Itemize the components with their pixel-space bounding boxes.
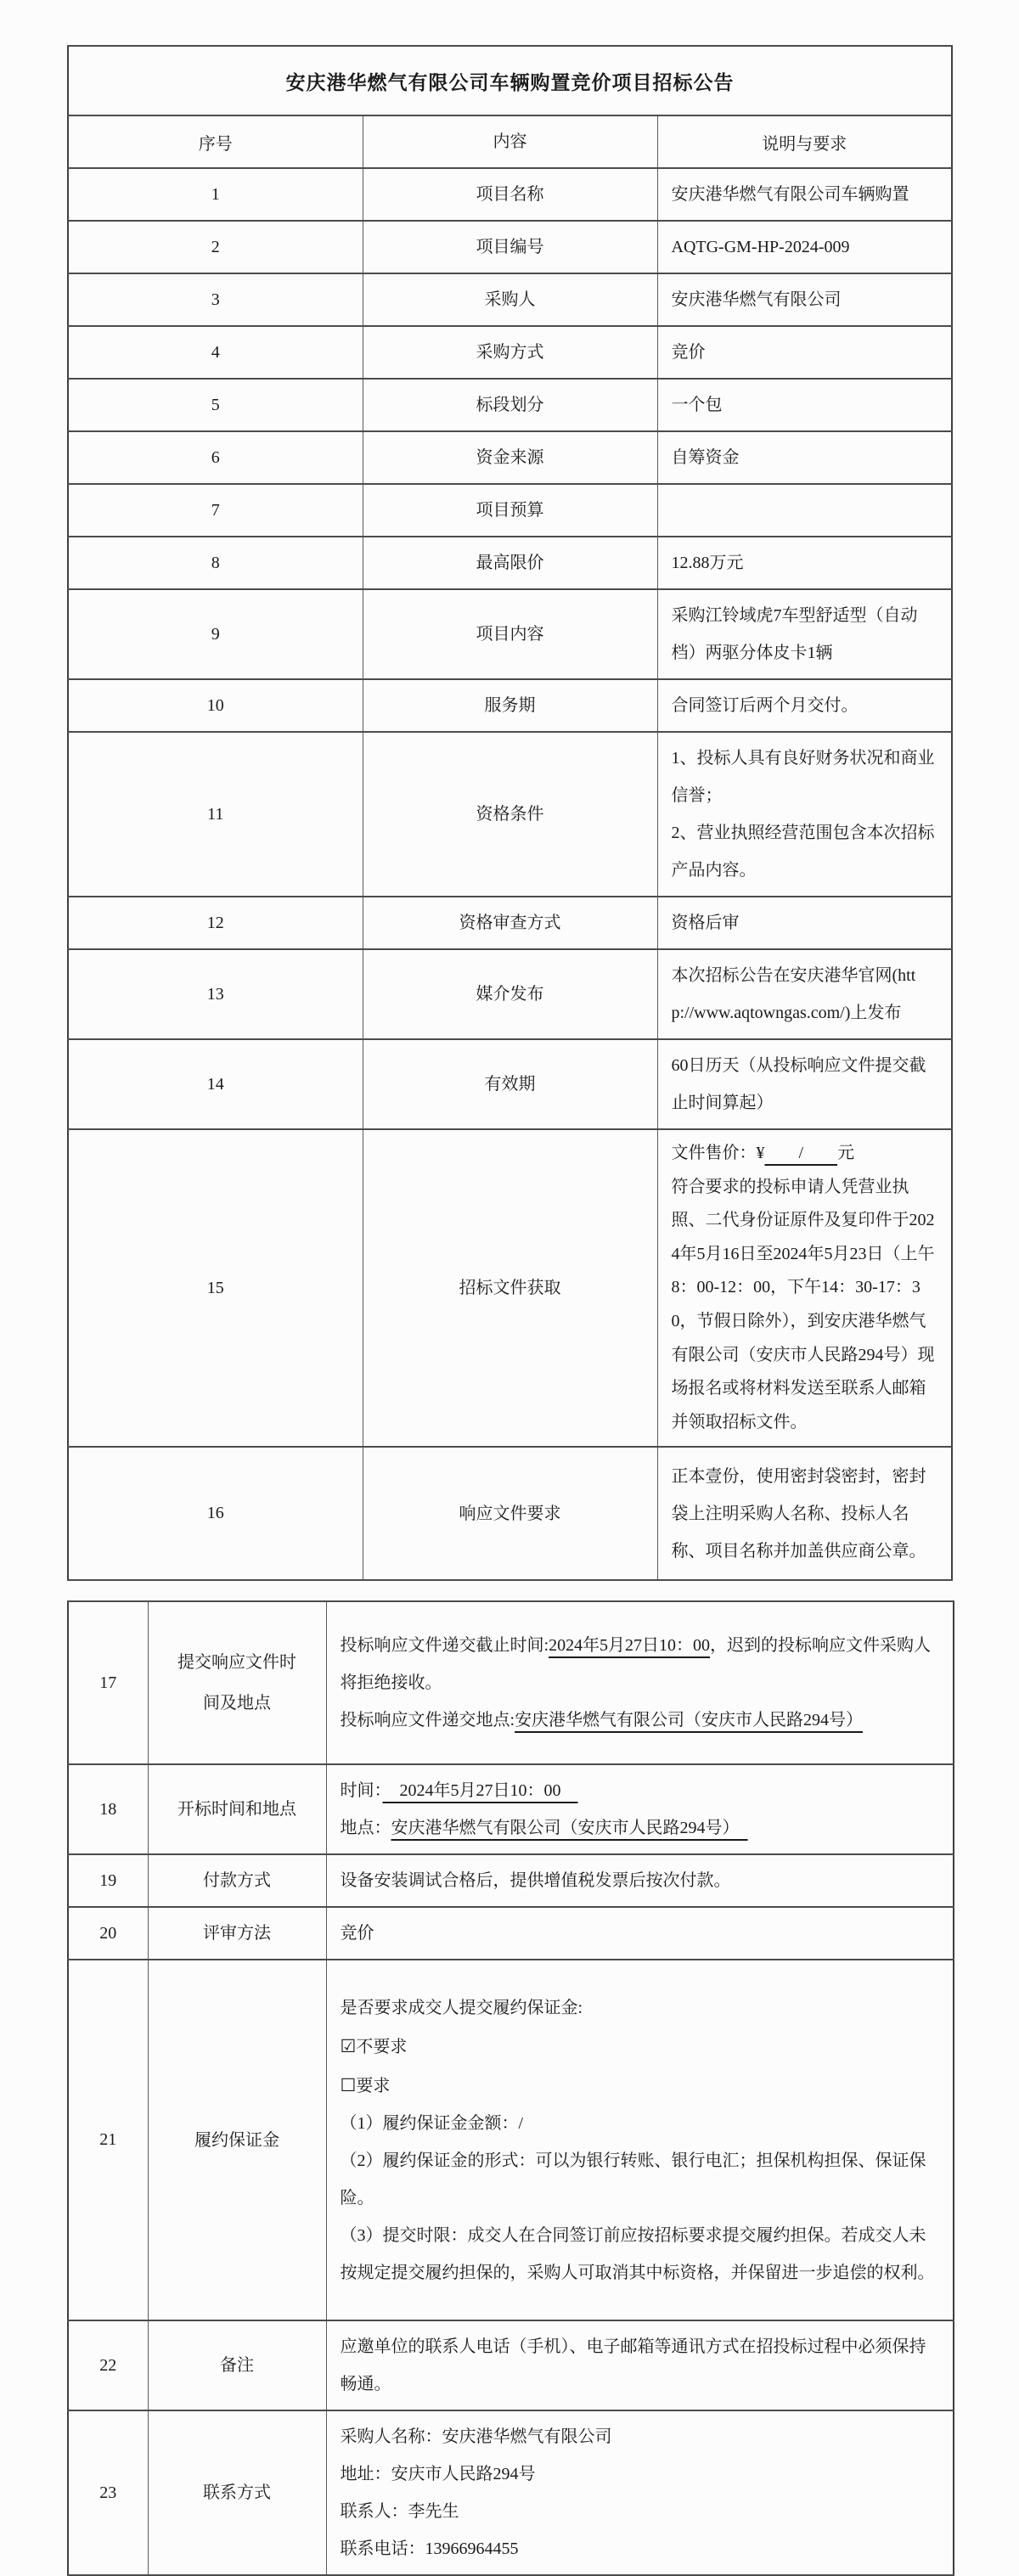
description-paragraph bbox=[672, 176, 938, 213]
col-header-content: 内容 bbox=[363, 115, 657, 168]
table-row bbox=[68, 1039, 952, 1129]
description-paragraph bbox=[341, 1809, 940, 1847]
description-paragraph bbox=[672, 1458, 938, 1570]
row-label: 标段划分 bbox=[363, 379, 657, 431]
row-serial: 20 bbox=[68, 1907, 148, 1960]
table-row bbox=[68, 168, 952, 221]
table-row bbox=[68, 897, 952, 949]
row-serial: 6 bbox=[68, 431, 363, 484]
row-label: 项目内容 bbox=[363, 589, 657, 679]
text-segment: 本次招标公告在安庆港华官网(http://www.aqtowngas.com/)上发布 bbox=[671, 966, 916, 1022]
table-row bbox=[68, 221, 952, 273]
row-label: 开标时间和地点 bbox=[148, 1764, 326, 1854]
text-segment: 符合要求的投标申请人凭营业执照、二代身份证原件及复印件于2024年5月16日至2024年5月23日（上午8：00-12：00，下午14：30-17：30，节假日除外），到安庆港华燃气有限公司（安庆市人民路294号）现场报名或将材料发送至联系人邮箱并领取招标文件。 bbox=[671, 1177, 935, 1431]
description-paragraph bbox=[672, 957, 938, 1032]
tender-notice-table-part2 bbox=[67, 1600, 954, 2576]
col-header-description: 说明与要求 bbox=[657, 115, 952, 168]
description-paragraph bbox=[672, 1047, 938, 1122]
text-segment: 资格后审 bbox=[671, 914, 740, 932]
row-serial: 4 bbox=[68, 326, 363, 379]
text-segment: 地点： bbox=[340, 1819, 391, 1838]
row-description bbox=[326, 1854, 954, 1907]
description-paragraph bbox=[341, 1915, 940, 1952]
checkbox-checked-icon: ☑ bbox=[340, 2035, 357, 2056]
text-segment: 安庆港华燃气有限公司 bbox=[671, 290, 842, 309]
text-segment: ，迟到的投标响应文件采购人将拒绝接收。 bbox=[340, 1636, 932, 1693]
table-row bbox=[68, 732, 952, 897]
row-description bbox=[326, 1907, 954, 1960]
table-row bbox=[68, 2410, 954, 2575]
row-label: 资金来源 bbox=[363, 431, 657, 484]
text-segment: 安庆港华燃气有限公司车辆购置 bbox=[671, 185, 909, 204]
row-description bbox=[657, 326, 952, 379]
table-row bbox=[68, 679, 952, 732]
description-paragraph bbox=[672, 904, 938, 942]
row-label: 媒介发布 bbox=[363, 949, 657, 1039]
row-description bbox=[657, 273, 952, 326]
description-paragraph bbox=[341, 2027, 940, 2066]
row-description bbox=[657, 897, 952, 949]
row-description bbox=[657, 431, 952, 484]
row-description bbox=[326, 2320, 954, 2410]
checkbox-unchecked-icon: ☐ bbox=[340, 2074, 357, 2095]
row-description bbox=[657, 589, 952, 679]
tender-notice-table-part1 bbox=[67, 45, 953, 1581]
text-segment: 联系人：李先生 bbox=[340, 2502, 459, 2522]
row-serial: 11 bbox=[68, 732, 363, 897]
description-paragraph bbox=[672, 439, 938, 476]
table-row bbox=[68, 1854, 954, 1907]
description-paragraph bbox=[341, 2418, 940, 2455]
text-segment: 应邀单位的联系人电话（手机）、电子邮箱等通讯方式在招投标过程中必须保持畅通。 bbox=[340, 2337, 926, 2394]
description-paragraph bbox=[341, 2142, 940, 2217]
table-row bbox=[68, 273, 952, 326]
text-segment: 投标响应文件递交截止时间: bbox=[340, 1636, 549, 1656]
tender-notice-table-part2-body bbox=[68, 1601, 954, 2575]
table-row bbox=[68, 326, 952, 379]
text-segment: 元 bbox=[837, 1144, 855, 1162]
document-page bbox=[0, 45, 1019, 2559]
row-serial: 19 bbox=[68, 1854, 148, 1907]
text-segment: 60日历天（从投标响应文件提交截止时间算起） bbox=[671, 1056, 926, 1112]
text-segment: 正本壹份，使用密封袋密封，密封袋上注明采购人名称、投标人名称、项目名称并加盖供应商公章。 bbox=[671, 1466, 926, 1561]
description-paragraph bbox=[672, 1137, 938, 1171]
row-serial: 21 bbox=[68, 1960, 148, 2320]
row-description bbox=[657, 537, 952, 589]
text-segment: 1、投标人具有良好财务状况和商业信誉； bbox=[671, 749, 935, 805]
text-segment: （3）提交时限：成交人在合同签订前应按招标要求提交履约担保。若成交人未按规定提交履约担保的，采购人可取消其中标资格，并保留进一步追偿的权利。 bbox=[340, 2226, 935, 2283]
row-label: 资格审查方式 bbox=[363, 897, 657, 949]
description-paragraph bbox=[341, 2105, 940, 2142]
row-label: 备注 bbox=[148, 2320, 326, 2410]
row-serial: 5 bbox=[68, 379, 363, 431]
table-row bbox=[68, 1764, 954, 1854]
description-paragraph bbox=[341, 1701, 940, 1739]
table-row bbox=[68, 2320, 954, 2410]
row-description bbox=[657, 949, 952, 1039]
description-paragraph bbox=[672, 544, 938, 582]
row-serial: 7 bbox=[68, 484, 363, 537]
page-title: 安庆港华燃气有限公司车辆购置竞价项目招标公告 bbox=[68, 46, 952, 115]
col-header-serial: 序号 bbox=[68, 115, 363, 168]
row-label: 评审方法 bbox=[148, 1907, 326, 1960]
table-row bbox=[68, 1129, 952, 1447]
column-header-row bbox=[68, 115, 952, 168]
table-row bbox=[68, 1447, 952, 1580]
table-row bbox=[68, 379, 952, 431]
row-description bbox=[657, 732, 952, 897]
description-paragraph bbox=[672, 597, 938, 672]
description-paragraph bbox=[672, 687, 938, 724]
text-segment: 竞价 bbox=[671, 343, 706, 362]
row-serial: 15 bbox=[68, 1129, 363, 1447]
row-serial: 8 bbox=[68, 537, 363, 589]
text-segment: 12.88万元 bbox=[671, 554, 744, 572]
description-paragraph bbox=[341, 1862, 940, 1899]
table-row bbox=[68, 537, 952, 589]
row-serial: 9 bbox=[68, 589, 363, 679]
row-description bbox=[657, 379, 952, 431]
description-paragraph bbox=[341, 1989, 940, 2027]
text-segment: 合同签订后两个月交付。 bbox=[671, 696, 859, 715]
text-segment: 自筹资金 bbox=[671, 448, 740, 467]
row-description bbox=[326, 1960, 954, 2320]
description-paragraph bbox=[341, 2066, 940, 2105]
row-serial: 2 bbox=[68, 221, 363, 273]
row-description bbox=[326, 1601, 954, 1764]
underlined-text: / bbox=[764, 1144, 838, 1162]
text-segment: 竞价 bbox=[340, 1924, 374, 1943]
description-paragraph bbox=[672, 281, 938, 318]
underlined-text: 2024年5月27日10：00 bbox=[549, 1636, 711, 1656]
text-segment: 要求 bbox=[356, 2076, 391, 2095]
text-segment: 是否要求成交人提交履约保证金: bbox=[340, 1998, 583, 2017]
underlined-text: 2024年5月27日10：00 bbox=[382, 1781, 578, 1801]
text-segment: 联系电话：13966964455 bbox=[340, 2539, 519, 2559]
row-label: 项目编号 bbox=[363, 221, 657, 273]
description-paragraph bbox=[672, 1171, 938, 1440]
row-label: 提交响应文件时间及地点 bbox=[148, 1601, 326, 1764]
text-segment: 投标响应文件递交地点: bbox=[340, 1711, 515, 1730]
description-paragraph bbox=[672, 386, 938, 424]
row-serial: 18 bbox=[68, 1764, 148, 1854]
row-serial: 10 bbox=[68, 679, 363, 732]
description-paragraph bbox=[341, 2530, 940, 2568]
title-row bbox=[68, 46, 952, 115]
row-serial: 22 bbox=[68, 2320, 148, 2410]
description-paragraph bbox=[341, 2455, 940, 2493]
text-segment: 文件售价：¥ bbox=[671, 1144, 765, 1162]
text-segment: 地址：安庆市人民路294号 bbox=[340, 2465, 536, 2484]
row-serial: 14 bbox=[68, 1039, 363, 1129]
row-label: 服务期 bbox=[363, 679, 657, 732]
text-segment: 时间： bbox=[340, 1781, 383, 1801]
text-segment: 不要求 bbox=[356, 2037, 408, 2056]
row-label: 最高限价 bbox=[363, 537, 657, 589]
table-row bbox=[68, 1960, 954, 2320]
row-label: 项目预算 bbox=[363, 484, 657, 537]
row-serial: 17 bbox=[68, 1601, 148, 1764]
description-paragraph bbox=[672, 814, 938, 889]
row-description bbox=[657, 1447, 952, 1580]
row-serial: 3 bbox=[68, 273, 363, 326]
description-paragraph bbox=[341, 2217, 940, 2292]
description-paragraph bbox=[672, 334, 938, 371]
row-description bbox=[657, 1129, 952, 1447]
row-label: 有效期 bbox=[363, 1039, 657, 1129]
row-serial: 1 bbox=[68, 168, 363, 221]
row-label: 履约保证金 bbox=[148, 1960, 326, 2320]
row-description bbox=[326, 1764, 954, 1854]
text-segment: （2）履约保证金的形式：可以为银行转账、银行电汇；担保机构担保、保证保险。 bbox=[340, 2151, 926, 2208]
text-segment: 一个包 bbox=[671, 396, 723, 414]
description-paragraph bbox=[341, 1627, 940, 1701]
description-paragraph bbox=[341, 2328, 940, 2403]
text-segment: 采购人名称：安庆港华燃气有限公司 bbox=[340, 2427, 612, 2447]
description-paragraph bbox=[341, 2493, 940, 2530]
description-paragraph bbox=[672, 228, 938, 266]
row-description bbox=[326, 2410, 954, 2575]
row-label: 响应文件要求 bbox=[363, 1447, 657, 1580]
table-row bbox=[68, 484, 952, 537]
row-serial: 23 bbox=[68, 2410, 148, 2575]
text-segment: （1）履约保证金金额：/ bbox=[340, 2114, 524, 2134]
row-label: 招标文件获取 bbox=[363, 1129, 657, 1447]
description-paragraph bbox=[341, 1772, 940, 1809]
row-description bbox=[657, 484, 952, 537]
underlined-text: 安庆港华燃气有限公司（安庆市人民路294号） bbox=[391, 1819, 748, 1838]
row-serial: 12 bbox=[68, 897, 363, 949]
text-segment: AQTG-GM-HP-2024-009 bbox=[671, 238, 850, 256]
row-serial: 13 bbox=[68, 949, 363, 1039]
table-row bbox=[68, 431, 952, 484]
row-label: 付款方式 bbox=[148, 1854, 326, 1907]
tender-notice-table-part1-body bbox=[68, 46, 952, 1580]
row-description bbox=[657, 679, 952, 732]
row-description bbox=[657, 221, 952, 273]
table-row bbox=[68, 1601, 954, 1764]
row-description bbox=[657, 168, 952, 221]
text-segment: 设备安装调试合格后，提供增值税发票后按次付款。 bbox=[340, 1871, 731, 1891]
row-label: 采购人 bbox=[363, 273, 657, 326]
row-serial: 16 bbox=[68, 1447, 363, 1580]
row-label: 项目名称 bbox=[363, 168, 657, 221]
table-row bbox=[68, 949, 952, 1039]
row-label: 采购方式 bbox=[363, 326, 657, 379]
underlined-text: 安庆港华燃气有限公司（安庆市人民路294号） bbox=[515, 1711, 864, 1730]
text-segment: 采购江铃域虎7车型舒适型（自动档）两驱分体皮卡1辆 bbox=[671, 606, 918, 662]
table-row bbox=[68, 1907, 954, 1960]
row-description bbox=[657, 1039, 952, 1129]
table-row bbox=[68, 589, 952, 679]
row-label: 联系方式 bbox=[148, 2410, 326, 2575]
description-paragraph bbox=[672, 740, 938, 814]
text-segment: 2、营业执照经营范围包含本次招标产品内容。 bbox=[671, 824, 935, 880]
row-label: 资格条件 bbox=[363, 732, 657, 897]
